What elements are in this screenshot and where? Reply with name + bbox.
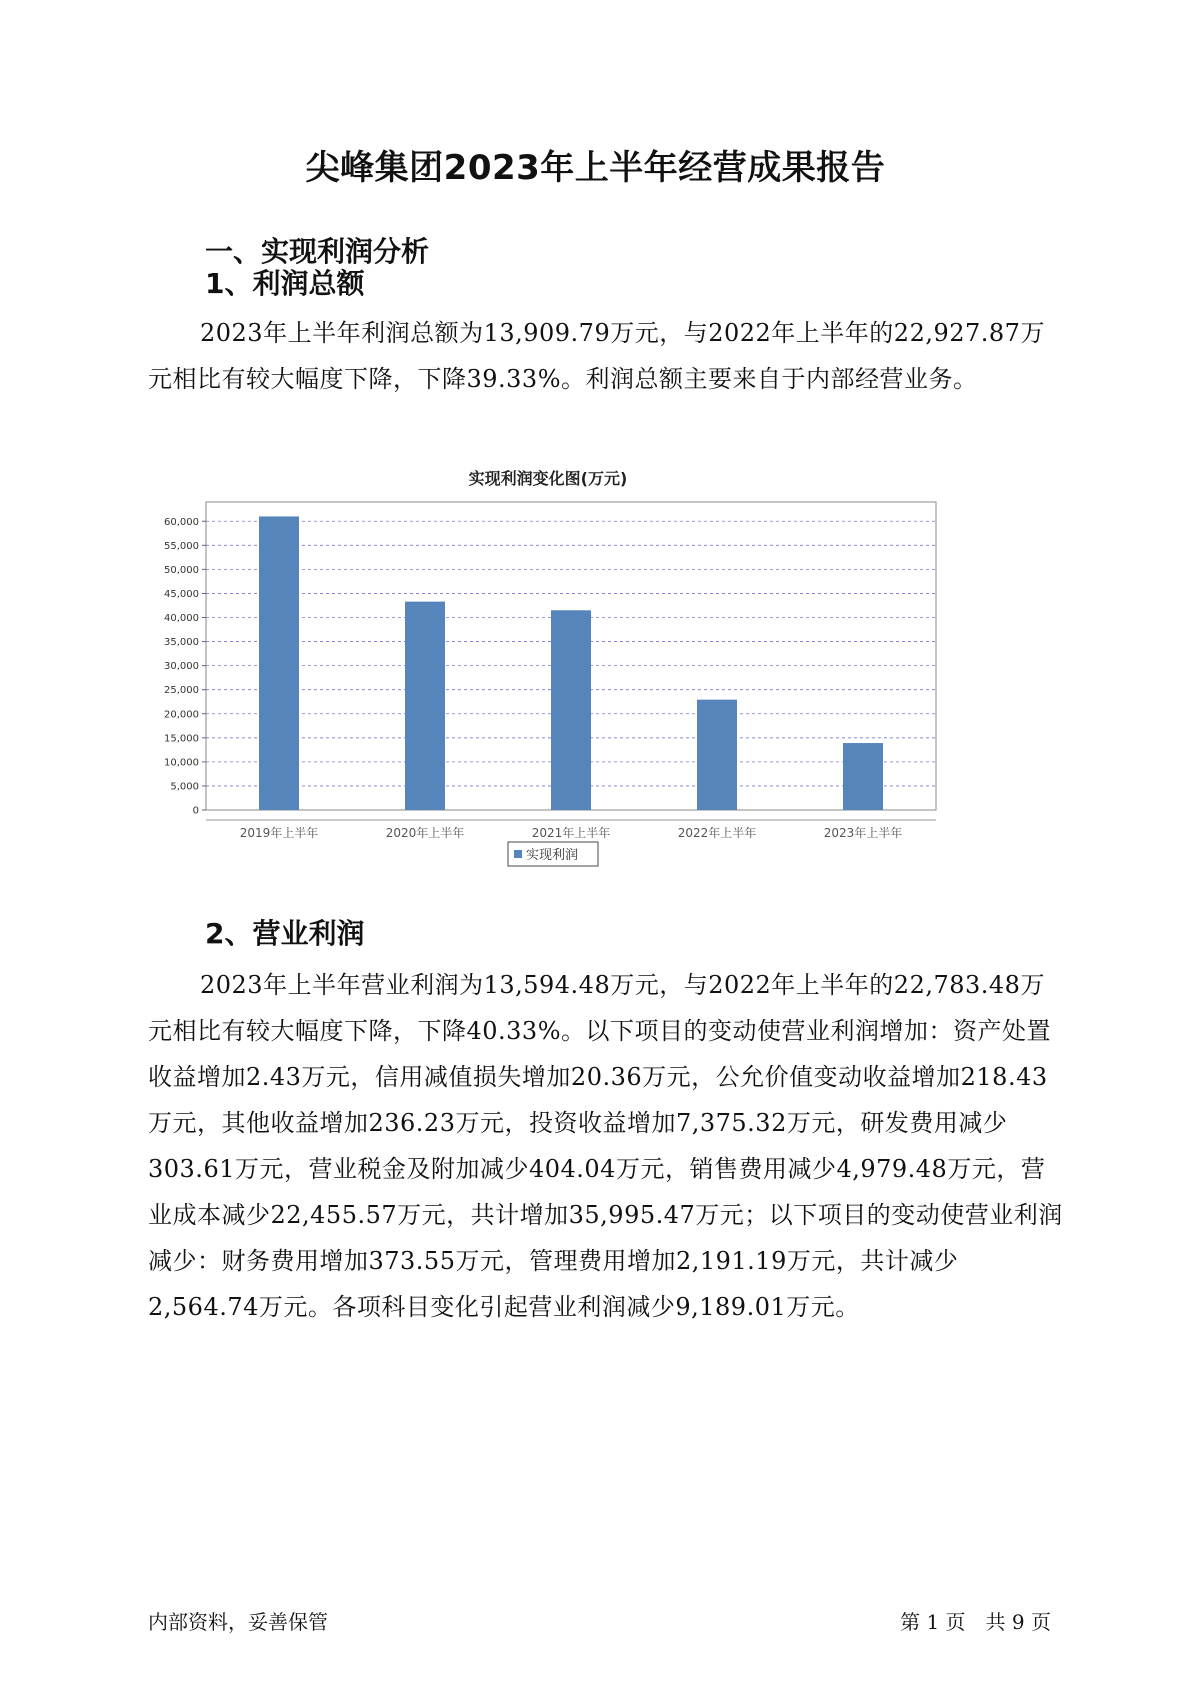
- y-tick-label: 45,000: [164, 588, 199, 600]
- bar: [551, 610, 591, 810]
- bar: [843, 743, 883, 810]
- y-tick-label: 30,000: [164, 661, 199, 673]
- footer-page-number: 第 1 页 共 9 页: [900, 1610, 1051, 1634]
- document-title: 尖峰集团2023年上半年经营成果报告: [305, 148, 886, 188]
- bar: [259, 516, 299, 810]
- section-heading-profit-analysis: 一、实现利润分析: [205, 235, 430, 268]
- y-tick-label: 0: [192, 805, 199, 817]
- subheading-total-profit: 1、利润总额: [205, 267, 365, 300]
- y-tick-label: 10,000: [164, 757, 199, 769]
- y-tick-label: 50,000: [164, 564, 199, 576]
- y-tick-label: 35,000: [164, 637, 199, 649]
- paragraph-operating-profit: 2023年上半年营业利润为13,594.48万元，与2022年上半年的22,783.48万元相比有较大幅度下降，下降40.33%。以下项目的变动使营业利润增加：资产处置收益增加2.43万元，信用减值损失增加20.36万元，公允价值变动收益增加218.43万元，其他收益增加236.23万元，投资收益增加7,375.32万元，研发费用减少303.61万元，营业税金及附加减少404.04万元，销售费用减少4,979.48万元，营业成本减少22,455.57万元，共计增加35,995.47万元；以下项目的变动使营业利润减少：财务费用增加373.55万元，管理费用增加2,191.19万元，共计减少2,564.74万元。各项科目变化引起营业利润减少9,189.01万元。: [148, 971, 1063, 1321]
- chart-title: 实现利润变化图(万元): [468, 469, 628, 488]
- y-tick-label: 55,000: [164, 540, 199, 552]
- legend-swatch: [514, 850, 522, 858]
- legend-label: 实现利润: [526, 848, 579, 863]
- x-tick-label: 2020年上半年: [385, 826, 465, 840]
- profit-bar-chart: [148, 462, 968, 863]
- x-tick-label: 2019年上半年: [239, 826, 319, 840]
- y-tick-label: 60,000: [164, 516, 199, 528]
- y-tick-label: 20,000: [164, 709, 199, 721]
- y-tick-label: 15,000: [164, 733, 199, 745]
- paragraph-total-profit: 2023年上半年利润总额为13,909.79万元，与2022年上半年的22,927.87万元相比有较大幅度下降，下降39.33%。利润总额主要来自于内部经营业务。: [148, 319, 1045, 393]
- y-tick-label: 5,000: [170, 781, 199, 793]
- y-tick-label: 25,000: [164, 685, 199, 697]
- footer-confidential-note: 内部资料，妥善保管: [148, 1610, 328, 1634]
- bar: [697, 700, 737, 810]
- y-tick-label: 40,000: [164, 613, 199, 624]
- x-tick-label: 2021年上半年: [531, 826, 611, 840]
- x-tick-label: 2023年上半年: [823, 826, 903, 840]
- x-tick-label: 2022年上半年: [677, 826, 757, 840]
- subheading-operating-profit: 2、营业利润: [205, 917, 365, 950]
- bar: [405, 602, 445, 810]
